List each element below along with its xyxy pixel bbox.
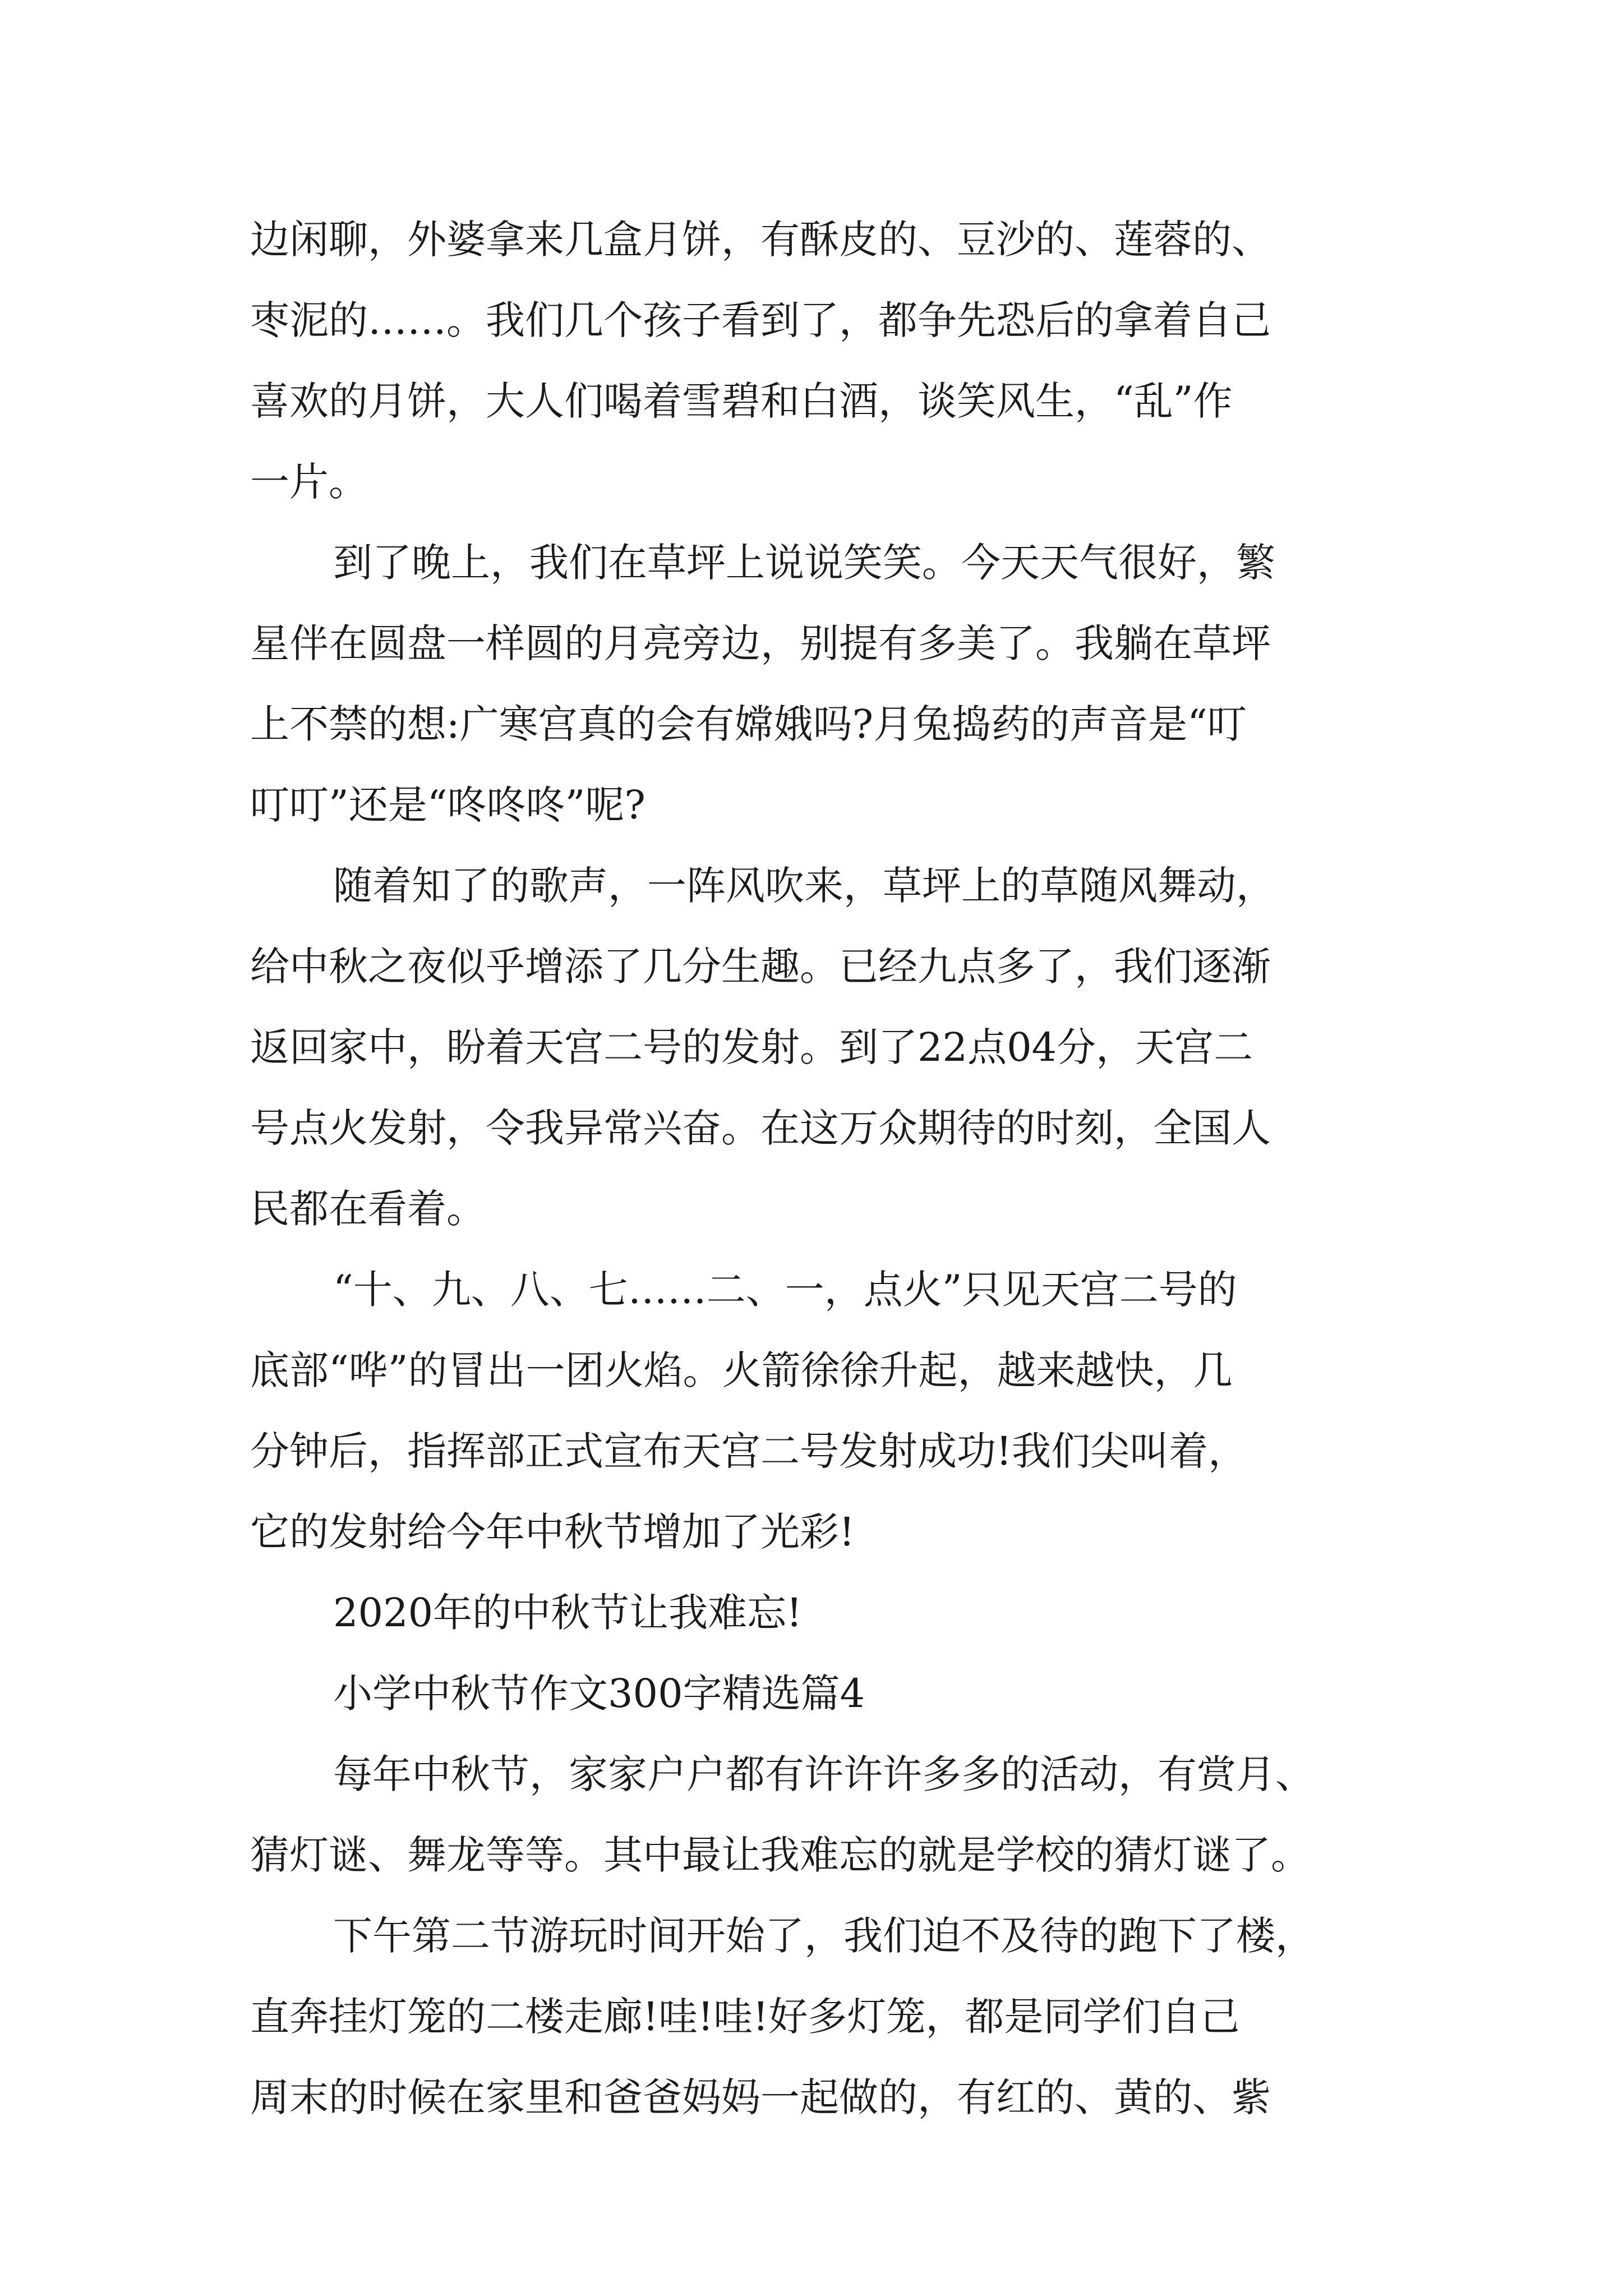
text-line: 返回家中，盼着天宫二号的发射。到了22点04分，天宫二: [250, 1024, 1253, 1070]
text-line: 分钟后，指挥部正式宣布天宫二号发射成功!我们尖叫着，: [250, 1428, 1248, 1474]
text-line: 底部“哗”的冒出一团火焰。火箭徐徐升起，越来越快，几: [250, 1347, 1233, 1393]
text-line: “十、九、八、七……二、一，点火”只见天宫二号的: [333, 1267, 1237, 1313]
text-line: 直奔挂灯笼的二楼走廊!哇!哇!好多灯笼，都是同学们自己: [250, 1994, 1240, 2040]
text-line: 号点火发射，令我异常兴奋。在这万众期待的时刻，全国人: [250, 1105, 1271, 1151]
text-line: 下午第二节游玩时间开始了，我们迫不及待的跑下了楼，: [333, 1913, 1315, 1959]
text-line: 民都在看着。: [250, 1186, 486, 1232]
text-line: 随着知了的歌声，一阵风吹来，草坪上的草随风舞动，: [333, 863, 1275, 909]
text-line: 它的发射给今年中秋节增加了光彩!: [250, 1509, 855, 1555]
text-line: 给中秋之夜似乎增添了几分生趣。已经九点多了，我们逐渐: [250, 944, 1271, 990]
text-line: 猜灯谜、舞龙等等。其中最让我难忘的就是学校的猜灯谜了。: [250, 1832, 1310, 1878]
text-line: 星伴在圆盘一样圆的月亮旁边，别提有多美了。我躺在草坪: [250, 620, 1271, 666]
section-title: 小学中秋节作文300字精选篇4: [333, 1671, 865, 1717]
text-line: 周末的时候在家里和爸爸妈妈一起做的，有红的、黄的、紫: [250, 2074, 1271, 2120]
text-line: 叮叮”还是“咚咚咚”呢?: [250, 782, 645, 828]
document-body: [250, 199, 1411, 2138]
text-line: 每年中秋节，家家户户都有许许许多多的活动，有赏月、: [333, 1751, 1315, 1797]
text-line: 边闲聊，外婆拿来几盒月饼，有酥皮的、豆沙的、莲蓉的、: [250, 217, 1271, 263]
text-line: 枣泥的……。我们几个孩子看到了，都争先恐后的拿着自己: [250, 297, 1271, 343]
text-line: 2020年的中秋节让我难忘!: [333, 1590, 803, 1636]
text-line: 到了晚上，我们在草坪上说说笑笑。今天天气很好，繁: [333, 540, 1275, 586]
text-line: 喜欢的月饼，大人们喝着雪碧和白酒，谈笑风生，“乱”作: [250, 378, 1233, 424]
text-line: 一片。: [250, 459, 368, 505]
text-line: 上不禁的想:广寒宫真的会有嫦娥吗?月兔捣药的声音是“叮: [250, 701, 1247, 747]
